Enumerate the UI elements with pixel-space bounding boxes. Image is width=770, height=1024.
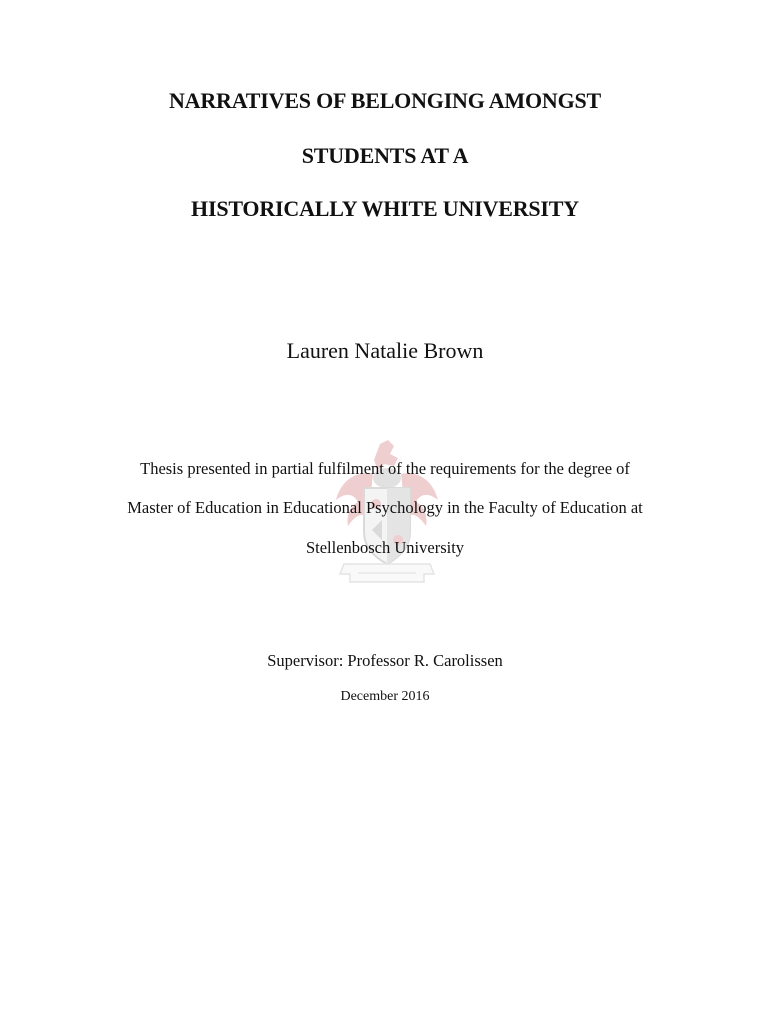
degree-statement-line-2: Master of Education in Educational Psychology in the Faculty of Education at <box>127 498 643 517</box>
degree-statement-line-1: Thesis presented in partial fulfilment of the requirements for the degree of <box>140 459 630 478</box>
author-name: Lauren Natalie Brown <box>286 338 484 363</box>
thesis-title-line-2: STUDENTS AT A <box>301 143 469 168</box>
thesis-title-line-3: HISTORICALLY WHITE UNIVERSITY <box>191 196 579 221</box>
supervisor-line: Supervisor: Professor R. Carolissen <box>267 651 503 670</box>
thesis-title-line-1: NARRATIVES OF BELONGING AMONGST <box>168 88 602 113</box>
degree-statement-line-3: Stellenbosch University <box>305 538 465 557</box>
submission-date: December 2016 <box>340 689 430 704</box>
